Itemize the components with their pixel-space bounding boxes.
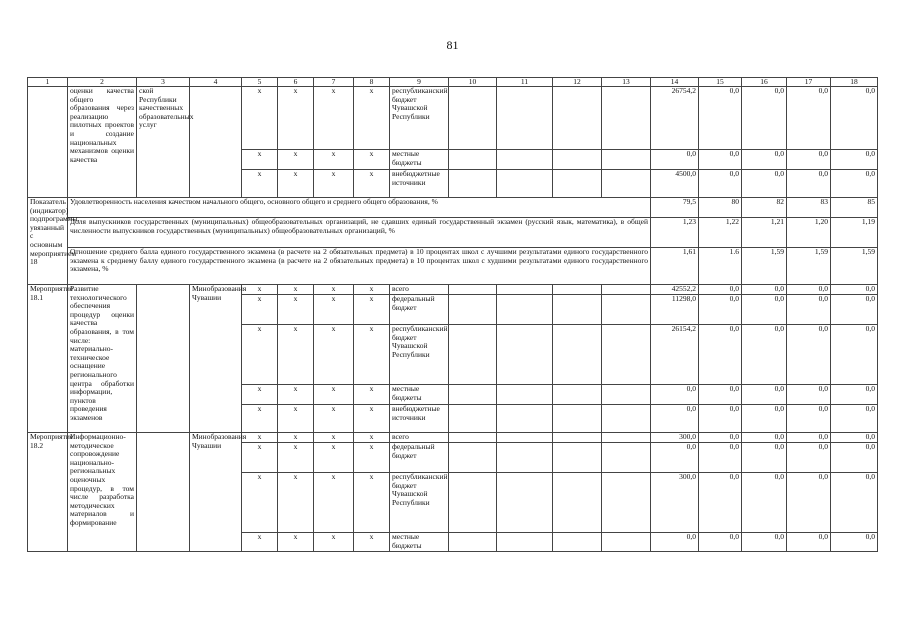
empty-cell [602, 325, 651, 385]
event-name-cont: оценки качества общего образования через реализацию пилотных проектов и создание национальных механизмов оценки качества [68, 87, 137, 198]
marker-cell: x [314, 285, 354, 295]
empty-cell [602, 405, 651, 433]
value-cell: 0,0 [651, 533, 699, 552]
value-cell: 0,0 [699, 295, 742, 325]
funding-source: внебюджетные источники [390, 405, 449, 433]
marker-cell: x [314, 533, 354, 552]
empty-cell [553, 533, 602, 552]
table-row [28, 433, 878, 443]
marker-cell: x [314, 325, 354, 385]
empty-cell [449, 473, 497, 533]
marker-cell: x [278, 405, 314, 433]
funding-source: местные бюджеты [390, 385, 449, 405]
indicator-value: 80 [699, 198, 742, 218]
marker-cell: x [354, 385, 390, 405]
funding-source: всего [390, 285, 449, 295]
funding-source: внебюджетные источники [390, 170, 449, 198]
empty-cell [602, 285, 651, 295]
empty-cell [497, 170, 553, 198]
marker-cell: x [354, 473, 390, 533]
marker-cell: x [314, 443, 354, 473]
marker-cell: x [314, 433, 354, 443]
value-cell: 0,0 [787, 87, 831, 150]
table-row [28, 87, 878, 150]
value-cell: 0,0 [699, 405, 742, 433]
indicator-value: 1,59 [787, 248, 831, 285]
empty-cell [553, 443, 602, 473]
event-label: Мероприятие 18.1 [28, 285, 68, 433]
marker-cell: x [278, 385, 314, 405]
value-cell: 0,0 [787, 405, 831, 433]
header-cell: 13 [602, 78, 651, 87]
empty-cell [190, 87, 242, 198]
event-label: Мероприятие 18.2 [28, 433, 68, 552]
empty-cell [449, 150, 497, 170]
value-cell: 0,0 [787, 285, 831, 295]
header-cell: 11 [497, 78, 553, 87]
marker-cell: x [278, 170, 314, 198]
indicator-value: 1,61 [651, 248, 699, 285]
header-cell: 16 [742, 78, 787, 87]
value-cell: 0,0 [787, 295, 831, 325]
value-cell: 0,0 [699, 473, 742, 533]
marker-cell: x [354, 87, 390, 150]
value-cell: 0,0 [699, 325, 742, 385]
empty-cell [137, 433, 190, 552]
marker-cell: x [314, 295, 354, 325]
marker-cell: x [242, 433, 278, 443]
value-cell: 0,0 [831, 285, 878, 295]
indicator-value: 82 [742, 198, 787, 218]
table-row [28, 285, 878, 295]
marker-cell: x [278, 473, 314, 533]
marker-cell: x [242, 325, 278, 385]
value-cell: 0,0 [742, 473, 787, 533]
value-cell: 26754,2 [651, 87, 699, 150]
marker-cell: x [278, 285, 314, 295]
funding-source: местные бюджеты [390, 533, 449, 552]
value-cell: 0,0 [831, 443, 878, 473]
value-cell: 4500,0 [651, 170, 699, 198]
indicator-value: 1,19 [831, 218, 878, 248]
value-cell: 0,0 [699, 443, 742, 473]
value-cell: 0,0 [742, 405, 787, 433]
value-cell: 0,0 [699, 433, 742, 443]
indicator-value: 1,20 [787, 218, 831, 248]
header-cell: 14 [651, 78, 699, 87]
indicator-label: Показатель (индикатор) подпрограммы, увязанный с основным мероприятием 18 [28, 198, 68, 285]
marker-cell: x [354, 325, 390, 385]
value-cell: 0,0 [742, 295, 787, 325]
funding-source: федеральный бюджет [390, 443, 449, 473]
indicator-value: 1,22 [699, 218, 742, 248]
indicator-value: 1,23 [651, 218, 699, 248]
value-cell: 0,0 [831, 325, 878, 385]
value-cell: 42552,2 [651, 285, 699, 295]
event-name: Развитие технологического обеспечения процедур оценки качества образования, в том числе: материально-техническое оснащение регионального центра обработки информации, пунктов проведения экзаменов [68, 285, 137, 433]
empty-cell [602, 385, 651, 405]
marker-cell: x [242, 385, 278, 405]
empty-cell [449, 170, 497, 198]
value-cell: 0,0 [787, 170, 831, 198]
event-executor: Минобразования Чувашии [190, 285, 242, 433]
value-cell: 0,0 [787, 325, 831, 385]
marker-cell: x [278, 443, 314, 473]
indicator-row [28, 248, 878, 285]
value-cell: 0,0 [831, 473, 878, 533]
funding-source: всего [390, 433, 449, 443]
marker-cell: x [278, 87, 314, 150]
empty-cell [553, 405, 602, 433]
empty-cell [602, 433, 651, 443]
value-cell: 0,0 [787, 473, 831, 533]
empty-cell [602, 533, 651, 552]
marker-cell: x [278, 533, 314, 552]
empty-cell [497, 433, 553, 443]
marker-cell: x [354, 443, 390, 473]
empty-cell [553, 433, 602, 443]
header-cell: 8 [354, 78, 390, 87]
header-cell: 5 [242, 78, 278, 87]
value-cell: 0,0 [699, 385, 742, 405]
marker-cell: x [314, 473, 354, 533]
marker-cell: x [314, 405, 354, 433]
value-cell: 0,0 [742, 533, 787, 552]
value-cell: 0,0 [831, 150, 878, 170]
empty-cell [497, 325, 553, 385]
marker-cell: x [354, 533, 390, 552]
header-cell: 9 [390, 78, 449, 87]
indicator-value: 1,59 [831, 248, 878, 285]
marker-cell: x [354, 150, 390, 170]
value-cell: 0,0 [651, 385, 699, 405]
header-cell: 18 [831, 78, 878, 87]
empty-cell [553, 87, 602, 150]
value-cell: 0,0 [651, 150, 699, 170]
empty-cell [449, 533, 497, 552]
empty-cell [497, 150, 553, 170]
value-cell: 0,0 [787, 385, 831, 405]
empty-cell [553, 473, 602, 533]
empty-cell [553, 325, 602, 385]
marker-cell: x [354, 285, 390, 295]
value-cell: 0,0 [699, 533, 742, 552]
event-name: Информационно-методическое сопровождение национально-региональных оценочных процедур, в том числе разработка методических материалов и формирование [68, 433, 137, 552]
indicator-value: 79,5 [651, 198, 699, 218]
empty-cell [449, 285, 497, 295]
value-cell: 0,0 [742, 87, 787, 150]
value-cell: 0,0 [787, 433, 831, 443]
value-cell: 11298,0 [651, 295, 699, 325]
value-cell: 0,0 [787, 533, 831, 552]
header-cell: 2 [68, 78, 137, 87]
value-cell: 0,0 [742, 285, 787, 295]
empty-cell [497, 87, 553, 150]
header-cell: 3 [137, 78, 190, 87]
marker-cell: x [242, 87, 278, 150]
value-cell: 0,0 [742, 433, 787, 443]
empty-cell [602, 295, 651, 325]
header-cell: 17 [787, 78, 831, 87]
funding-source: местные бюджеты [390, 150, 449, 170]
empty-cell [449, 87, 497, 150]
header-cell: 6 [278, 78, 314, 87]
empty-cell [602, 170, 651, 198]
empty-cell [449, 295, 497, 325]
empty-cell [497, 405, 553, 433]
value-cell: 0,0 [699, 87, 742, 150]
marker-cell: x [354, 170, 390, 198]
value-cell: 0,0 [742, 150, 787, 170]
value-cell: 0,0 [831, 87, 878, 150]
header-cell: 10 [449, 78, 497, 87]
header-row [28, 78, 878, 87]
empty-cell [497, 533, 553, 552]
empty-cell [602, 473, 651, 533]
value-cell: 0,0 [742, 443, 787, 473]
value-cell: 26154,2 [651, 325, 699, 385]
goal-cont: ской Республики качественных образовательных услуг [137, 87, 190, 198]
value-cell: 300,0 [651, 473, 699, 533]
funding-source: федеральный бюджет [390, 295, 449, 325]
empty-cell [28, 87, 68, 198]
value-cell: 0,0 [742, 325, 787, 385]
marker-cell: x [354, 433, 390, 443]
indicator-value: 1,21 [742, 218, 787, 248]
indicator-text: Доля выпускников государственных (муниципальных) общеобразовательных организаций, не сдавших единый государственный экзамен (русский язык, математика), в общей численности выпускников государственных (муниципальных) общеобразовательных организаций, % [68, 218, 651, 248]
value-cell: 0,0 [699, 150, 742, 170]
value-cell: 0,0 [831, 295, 878, 325]
empty-cell [497, 385, 553, 405]
empty-cell [449, 325, 497, 385]
marker-cell: x [278, 150, 314, 170]
header-cell: 7 [314, 78, 354, 87]
indicator-value: 1.6 [699, 248, 742, 285]
empty-cell [602, 150, 651, 170]
value-cell: 0,0 [699, 170, 742, 198]
marker-cell: x [354, 405, 390, 433]
indicator-text: Удовлетворенность населения качеством начального общего, основного общего и среднего общего образования, % [68, 198, 651, 218]
header-cell: 12 [553, 78, 602, 87]
value-cell: 0,0 [699, 285, 742, 295]
indicator-text: Отношение среднего балла единого государственного экзамена (в расчете на 2 обязательных предмета) в 10 процентах школ с лучшими результатами единого государственного экзамена к среднему баллу единого государственного экзамена (в расчете на 2 обязательных предмета) в 10 процентах школ с худшими результатами единого государственного экзамена, % [68, 248, 651, 285]
value-cell: 0,0 [831, 433, 878, 443]
event-executor: Минобразования Чувашии [190, 433, 242, 552]
empty-cell [497, 443, 553, 473]
empty-cell [497, 473, 553, 533]
marker-cell: x [314, 385, 354, 405]
indicator-row [28, 198, 878, 218]
value-cell: 0,0 [831, 405, 878, 433]
value-cell: 0,0 [831, 170, 878, 198]
marker-cell: x [314, 170, 354, 198]
marker-cell: x [242, 285, 278, 295]
header-cell: 15 [699, 78, 742, 87]
value-cell: 0,0 [651, 443, 699, 473]
page-number: 81 [446, 38, 459, 52]
indicator-value: 1,59 [742, 248, 787, 285]
header-cell: 4 [190, 78, 242, 87]
marker-cell: x [242, 170, 278, 198]
marker-cell: x [278, 325, 314, 385]
empty-cell [553, 295, 602, 325]
marker-cell: x [242, 405, 278, 433]
funding-source: республиканский бюджет Чувашской Республики [390, 473, 449, 533]
funding-source: республиканский бюджет Чувашской Республики [390, 325, 449, 385]
marker-cell: x [242, 533, 278, 552]
value-cell: 300,0 [651, 433, 699, 443]
value-cell: 0,0 [787, 150, 831, 170]
empty-cell [602, 87, 651, 150]
indicator-value: 83 [787, 198, 831, 218]
indicator-value: 85 [831, 198, 878, 218]
empty-cell [553, 150, 602, 170]
empty-cell [553, 170, 602, 198]
marker-cell: x [242, 443, 278, 473]
empty-cell [449, 385, 497, 405]
empty-cell [602, 443, 651, 473]
marker-cell: x [278, 433, 314, 443]
marker-cell: x [278, 295, 314, 325]
empty-cell [449, 443, 497, 473]
empty-cell [497, 295, 553, 325]
value-cell: 0,0 [831, 385, 878, 405]
marker-cell: x [242, 473, 278, 533]
indicator-row [28, 218, 878, 248]
value-cell: 0,0 [831, 533, 878, 552]
value-cell: 0,0 [651, 405, 699, 433]
marker-cell: x [242, 295, 278, 325]
value-cell: 0,0 [742, 385, 787, 405]
empty-cell [553, 385, 602, 405]
marker-cell: x [314, 87, 354, 150]
header-cell: 1 [28, 78, 68, 87]
empty-cell [137, 285, 190, 433]
empty-cell [553, 285, 602, 295]
marker-cell: x [354, 295, 390, 325]
empty-cell [497, 285, 553, 295]
funding-source: республиканский бюджет Чувашской Республики [390, 87, 449, 150]
empty-cell [449, 433, 497, 443]
program-table [27, 77, 878, 552]
value-cell: 0,0 [787, 443, 831, 473]
marker-cell: x [242, 150, 278, 170]
value-cell: 0,0 [742, 170, 787, 198]
marker-cell: x [314, 150, 354, 170]
empty-cell [449, 405, 497, 433]
